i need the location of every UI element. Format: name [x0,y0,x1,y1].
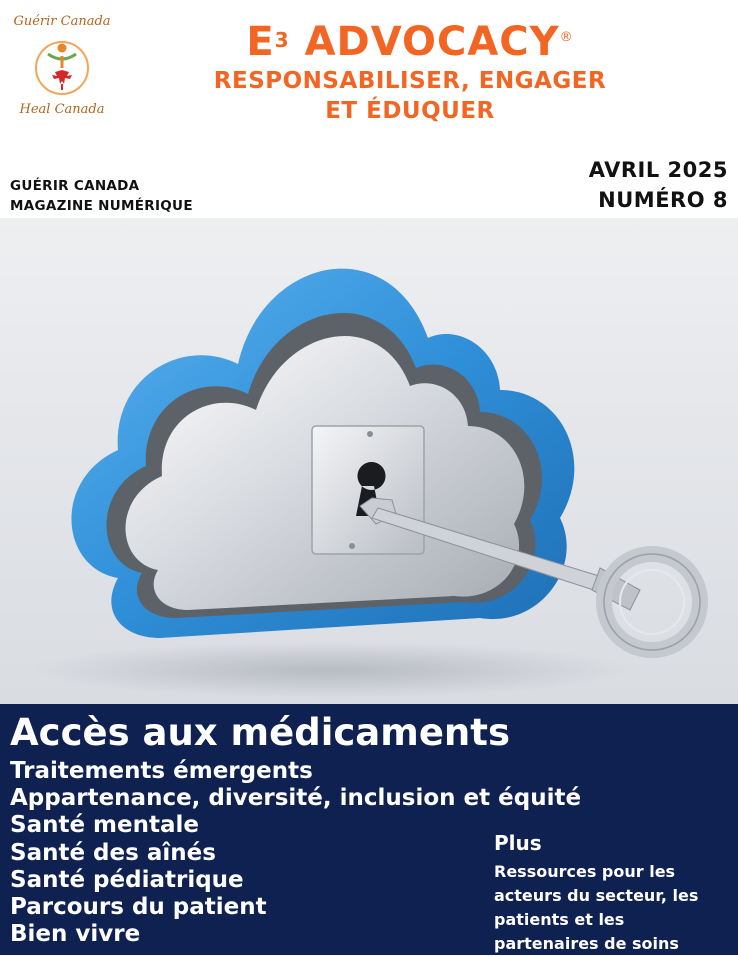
issue-info [589,155,728,215]
cover-contents-band [0,704,738,955]
subtitle-line-2: ET ÉDUQUER [325,98,495,124]
topic-item: Santé des aînés [10,839,216,866]
magazine-title [195,18,625,66]
subtitle-line-1: RESPONSABILISER, ENGAGER [213,68,607,94]
heal-canada-logo [12,10,112,120]
publication-type: MAGAZINE NUMÉRIQUE [10,198,193,214]
registered-mark: ® [559,30,574,45]
cover-headline: Accès aux médicaments [10,711,510,754]
cover-image [0,218,738,704]
plus-description: Ressources pour les acteurs du secteur, les patients et les partenaires de soins [494,862,699,953]
topic-item: Traitements émergents [10,758,313,784]
title-letter: E [246,19,275,65]
logo-bottom-text: Heal Canada [19,102,105,117]
topic-item: Parcours du patient [10,894,267,921]
maple-leaf-person-icon [34,34,90,100]
plus-label: Plus [494,831,542,855]
title-superscript: 3 [274,28,290,52]
publication-name: GUÉRIR CANADA [10,178,140,194]
masthead [195,18,625,126]
topic-item: Bien vivre [10,921,141,948]
title-word: ADVOCACY [304,19,560,65]
logo-top-text: Guérir Canada [13,14,111,29]
topic-item: Appartenance, diversité, inclusion et équité [10,785,582,812]
issue-number: NUMÉRO 8 [598,188,728,212]
cover-header [0,0,738,218]
issue-date: AVRIL 2025 [588,158,728,182]
floor-shadow [30,642,630,698]
topic-item: Santé mentale [10,812,199,839]
publication-info [10,176,193,216]
topic-item: Santé pédiatrique [10,866,244,893]
cloud-lock-with-key-icon [0,218,738,704]
